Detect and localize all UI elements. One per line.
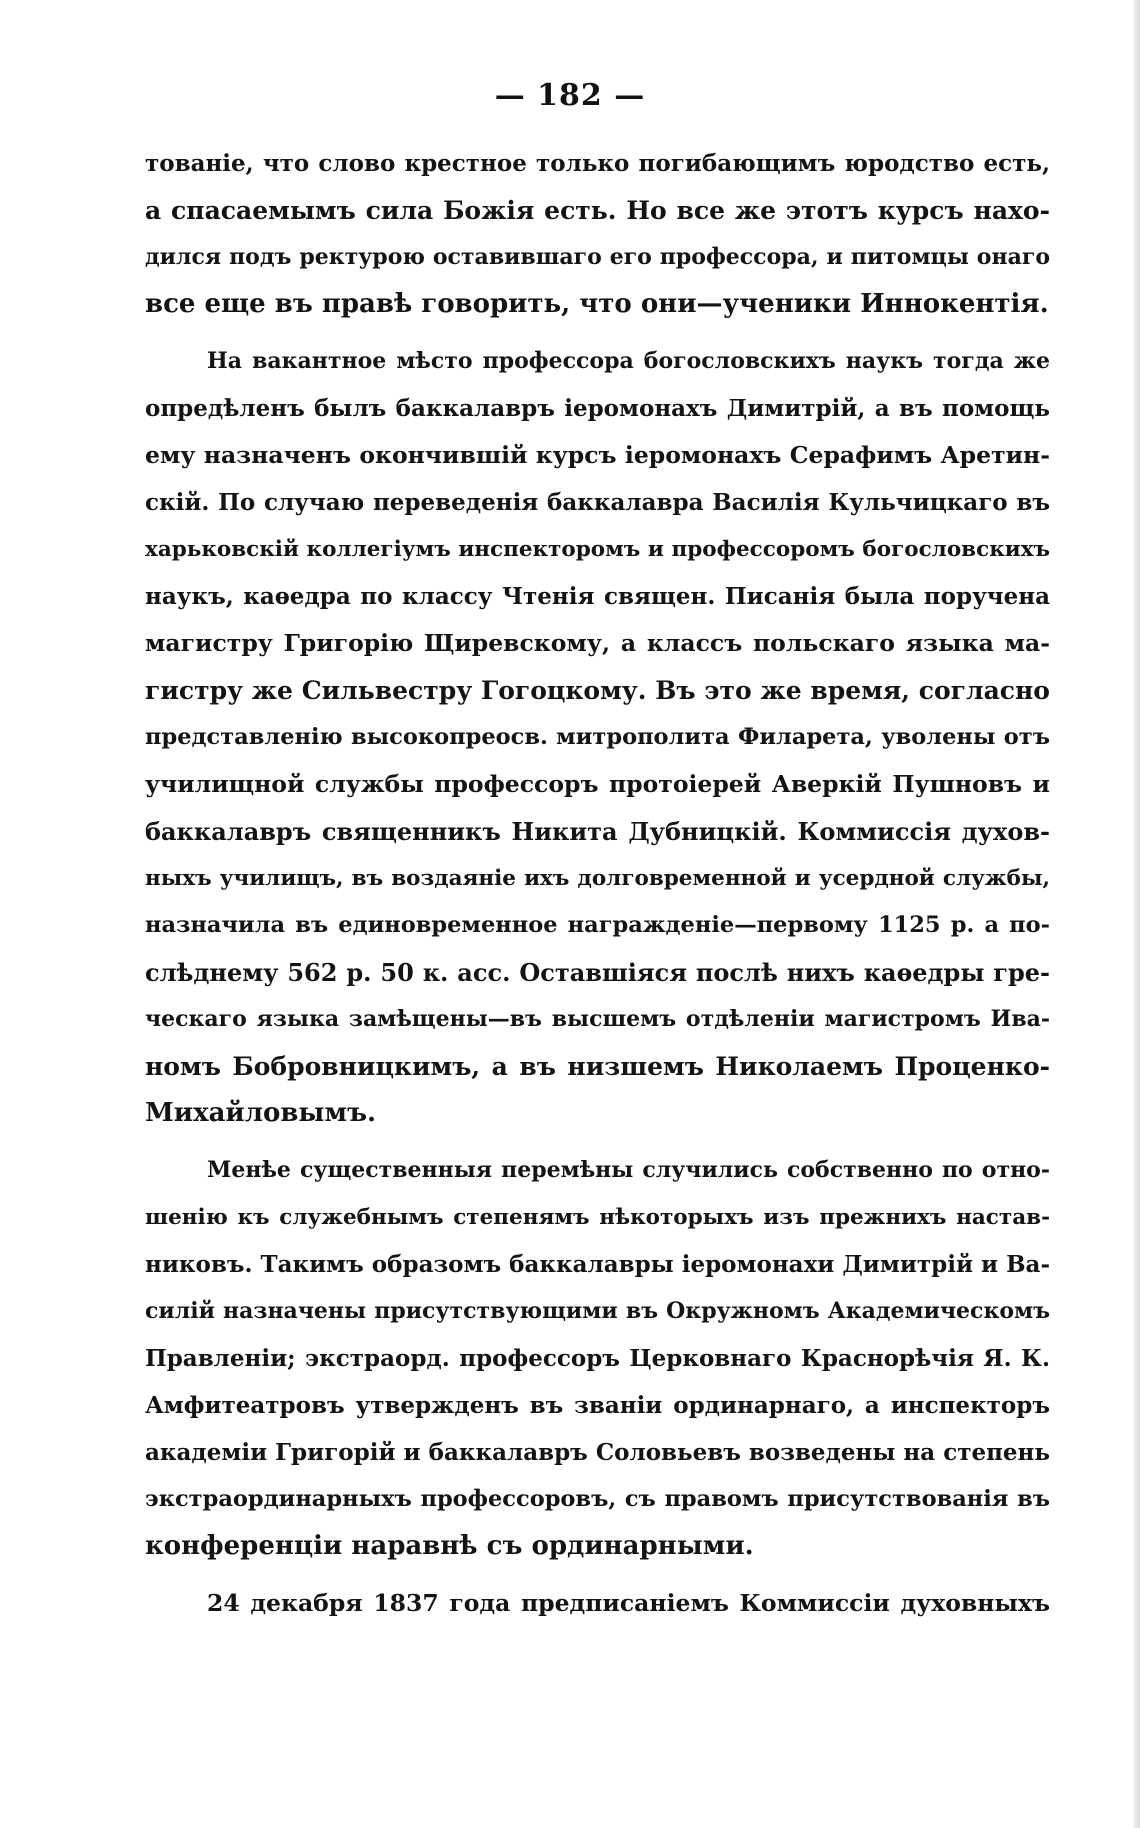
text-line: Правленіи; экстраорд. профессоръ Церковнаго Краснорѣчія Я. К. (145, 1345, 1050, 1372)
text-line: номъ Бобровницкимъ, а въ низшемъ Николаемъ Проценко- (145, 1052, 1050, 1081)
text-line: Менѣе существенныя перемѣны случились собственно по отно- (207, 1157, 1050, 1183)
text-line: харьковскій коллегіумъ инспекторомъ и профессоромъ богословскихъ (145, 537, 1050, 562)
text-line: 24 декабря 1837 года предписаніемъ Коммиссіи духовныхъ (207, 1589, 1050, 1617)
text-line: дился подъ ректурою оставившаго его профессора, и питомцы онаго (145, 244, 1050, 270)
text-line: представленію высокопреосв. митрополита Филарета, уволены отъ (145, 724, 1050, 750)
text-line: слѣднему 562 р. 50 к. асс. Оставшіяся послѣ нихъ каѳедры гре- (145, 958, 1050, 987)
paragraph-4 (145, 1580, 1050, 1627)
text-line: училищной службы профессоръ протоіерей Аверкій Пушновъ и (145, 770, 1050, 798)
text-line: конференціи наравнѣ съ ординарными. (145, 1531, 754, 1561)
text-line: ческаго языка замѣщены—въ высшемъ отдѣленіи магистромъ Ива- (145, 1006, 1050, 1032)
text-line: магистру Григорію Щиревскому, а классъ польскаго языка ма- (145, 629, 1050, 657)
text-line: Михайловымъ. (145, 1098, 377, 1128)
paragraph-gap (145, 1570, 1050, 1580)
text-line: а спасаемымъ сила Божія есть. Но все же этотъ курсъ нахо- (145, 196, 1050, 225)
paragraph-gap (145, 328, 1050, 338)
text-line: Амфитеатровъ утвержденъ въ званіи ординарнаго, а инспекторъ (145, 1392, 1050, 1419)
text-line: силій назначены присутствующими въ Окружномъ Академическомъ (145, 1298, 1050, 1324)
scan-edge-shadow (1132, 0, 1140, 1828)
text-line: скій. По случаю переведенія баккалавра Василія Кульчицкаго въ (145, 489, 1050, 516)
paragraph-2 (145, 338, 1050, 1137)
text-line: гистру же Сильвестру Гогоцкому. Въ это же время, согласно (145, 676, 1050, 705)
body-text (145, 140, 1050, 1627)
text-line: ему назначенъ окончившій курсъ іеромонахъ Серафимъ Аретин- (145, 441, 1050, 469)
text-line: академіи Григорій и баккалавръ Соловьевъ возведены на степень (145, 1439, 1050, 1466)
page-number: — 182 — (494, 78, 646, 113)
paragraph-1 (145, 140, 1050, 328)
text-line: все еще въ правѣ говорить, что они—ученики Иннокентія. (145, 289, 1049, 319)
text-line: баккалавръ священникъ Никита Дубницкій. Коммиссія духов- (145, 817, 1050, 846)
text-line: опредѣленъ былъ баккалавръ іеромонахъ Димитрій, а въ помощь (145, 395, 1050, 422)
paragraph-gap (145, 1137, 1050, 1147)
text-line: назначила въ единовременное награжденіе—первому 1125 р. а по- (145, 912, 1050, 938)
text-line: экстраординарныхъ профессоровъ, съ правомъ присутствованія въ (145, 1486, 1050, 1512)
text-line: тованіе, что слово крестное только погибающимъ юродство есть, (145, 150, 1050, 177)
text-line: шенію къ служебнымъ степенямъ нѣкоторыхъ изъ прежнихъ настав- (145, 1205, 1050, 1230)
text-line: наукъ, каѳедра по классу Чтенія священ. Писанія была поручена (145, 583, 1050, 610)
text-line: никовъ. Такимъ образомъ баккалавры іеромонахи Димитрій и Ва- (145, 1251, 1050, 1278)
text-line: ныхъ училищъ, въ воздаяніе ихъ долговременной и усердной службы, (145, 866, 1050, 891)
text-line: На вакантное мѣсто профессора богословскихъ наукъ тогда же (207, 348, 1050, 374)
paragraph-3 (145, 1147, 1050, 1570)
